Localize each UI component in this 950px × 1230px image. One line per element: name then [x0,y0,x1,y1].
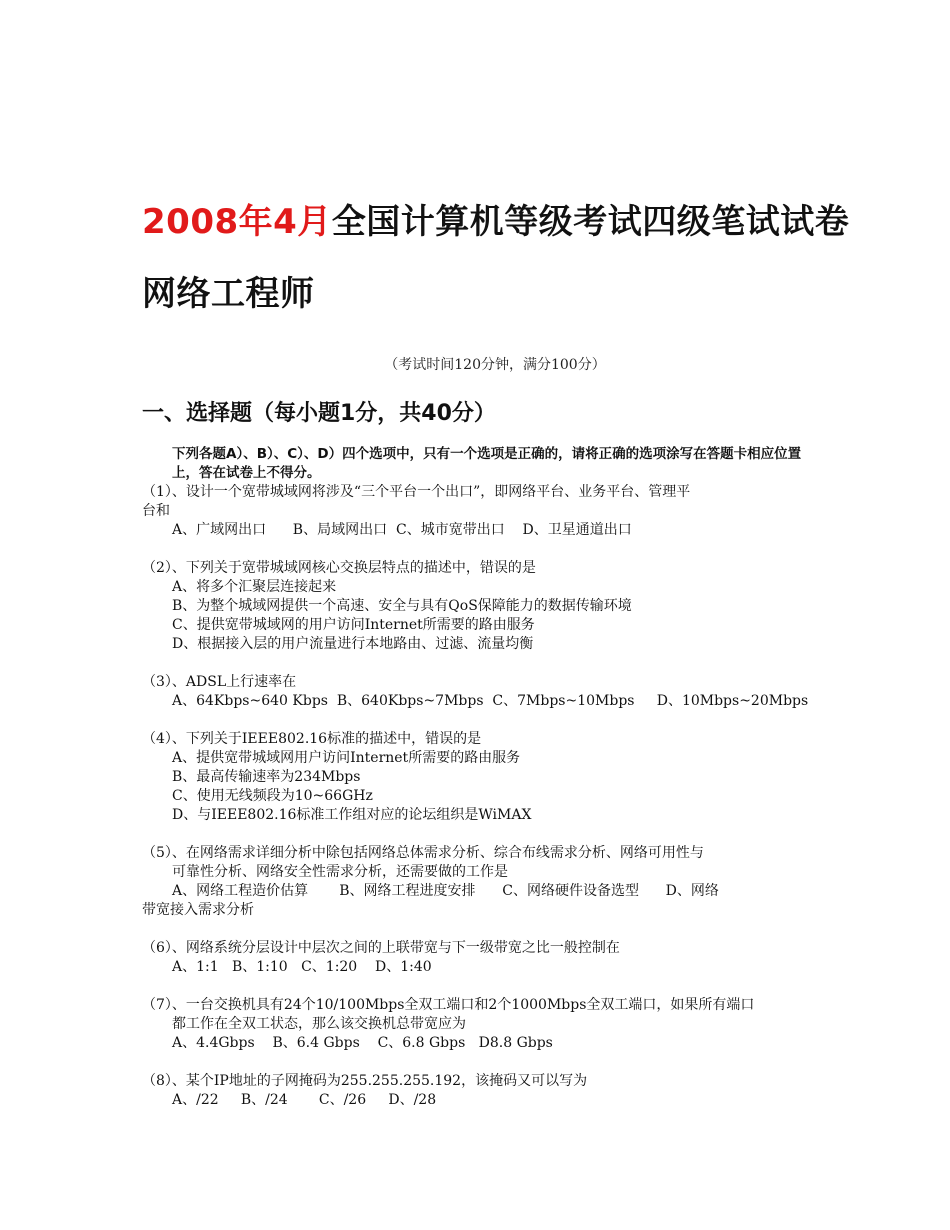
question-option-d: D、与IEEE802.16标准工作组对应的论坛组织是WiMAX [172,807,532,823]
question-3 [142,673,818,711]
question-8 [142,1072,818,1110]
question-stem: （7）、一台交换机具有24个10/100Mbps全双工端口和2个1000Mbps全双工端口，如果所有端口 [142,997,755,1013]
question-option-b: B、为整个城域网提供一个高速、安全与具有QoS保障能力的数据传输环境 [172,598,632,614]
question-2 [142,559,818,654]
question-options: A、/22 B、/24 C、/26 D、/28 [172,1092,437,1108]
question-stem: （6）、网络系统分层设计中层次之间的上联带宽与下一级带宽之比一般控制在 [142,940,620,956]
question-option-a: A、提供宽带城域网用户访问Internet所需要的路由服务 [172,750,521,766]
question-1 [142,483,818,540]
question-4 [142,730,818,825]
page-title-line-1 [142,194,849,243]
question-stem-continued: 都工作在全双工状态，那么该交换机总带宽应为 [172,1016,466,1032]
question-7 [142,996,818,1053]
question-option-d: D、根据接入层的用户流量进行本地路由、过滤、流量均衡 [172,636,534,652]
question-6 [142,939,818,977]
question-options: A、4.4Gbps B、6.4 Gbps C、6.8 Gbps D8.8 Gbps [172,1035,553,1051]
question-option-c: C、使用无线频段为10~66GHz [172,788,373,804]
question-stem: （2）、下列关于宽带城域网核心交换层特点的描述中，错误的是 [142,560,536,576]
page-title-line-2: 网络工程师 [142,274,315,314]
question-options: A、1:1 B、1:10 C、1:20 D、1:40 [172,959,432,975]
question-option-a: A、将多个汇聚层连接起来 [172,579,337,595]
question-options: A、网络工程造价估算 B、网络工程进度安排 C、网络硬件设备选型 D、网络 [172,883,719,899]
section-heading: 一、选择题（每小题1分，共40分） [142,401,496,426]
question-stem: （3）、ADSL上行速率在 [142,674,297,690]
question-options: A、广域网出口 B、局域网出口 C、城市宽带出口 D、卫星通道出口 [172,522,632,538]
title-date: 2008年4月 [142,202,332,242]
question-stem-continued: 可靠性分析、网络安全性需求分析，还需要做的工作是 [172,864,508,880]
question-stem: （4）、下列关于IEEE802.16标准的描述中，错误的是 [142,731,482,747]
question-options: A、64Kbps~640 Kbps B、640Kbps~7Mbps C、7Mbps~10Mbps D、10Mbps~20Mbps [172,693,809,709]
exam-time-note: （考试时间120分钟，满分100分） [384,357,606,373]
question-stem: （8）、某个IP地址的子网掩码为255.255.255.192，该掩码又可以写为 [142,1073,588,1089]
question-stem: （1）、设计一个宽带城域网将涉及“三个平台一个出口”，即网络平台、业务平台、管理平 [142,484,691,500]
question-option-c: C、提供宽带城域网的用户访问Internet所需要的路由服务 [172,617,535,633]
title-main: 全国计算机等级考试四级笔试试卷 [331,202,850,242]
question-stem-continued: 台和 [142,503,170,519]
question-options-continued: 带宽接入需求分析 [142,902,254,918]
question-option-b: B、最高传输速率为234Mbps [172,769,361,785]
question-list [142,483,818,1129]
question-5 [142,844,818,920]
section-instructions: 下列各题A）、B）、C）、D）四个选项中，只有一个选项是正确的，请将正确的选项涂写在答题卡相应位置上，答在试卷上不得分。 [172,446,802,481]
question-stem: （5）、在网络需求详细分析中除包括网络总体需求分析、综合布线需求分析、网络可用性与 [142,845,704,861]
